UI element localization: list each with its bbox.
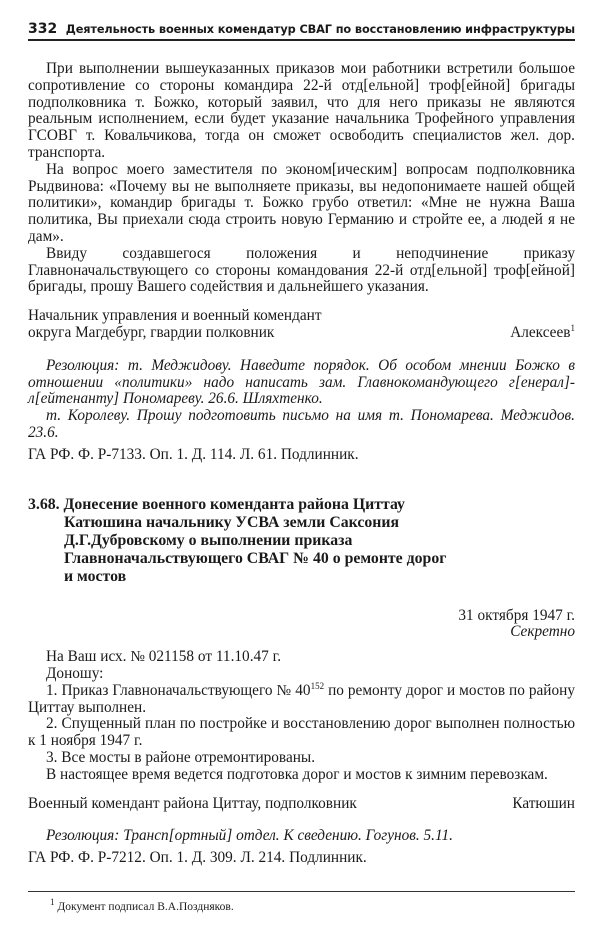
document-signature [28,796,575,813]
archive-reference: ГА РФ. Ф. Р-7133. Оп. 1. Д. 114. Л. 61. Подлинник. [28,445,359,463]
resolution-text: т. Королеву. Прошу подготовить письмо на имя т. Пономарева. Меджидов. 23.6. [28,407,575,441]
previous-signature [28,308,575,342]
item-2: 2. Спущенный план по постройке и восстановлению дорог выполнен полностью к 1 ноября 1947 г. [28,715,575,750]
report-intro: Доношу: [46,664,104,682]
paragraph: При выполнении вышеуказанных приказов мои работники встретили большое сопротивление со стороны командира 22-й отд[ельной] троф[ейной] бригады подполковника т. Божко, который заявил, что для него приказы не являются реальным исполнением, если будет указание начальника Трофейного управления ГСОВГ т. Ковальчикова, тогда он сможет освободить специалистов жел. дор. транспорта. [28,60,575,161]
document-heading [28,496,448,586]
signature-title-line2: округа Магдебург, гвардии полковник [28,323,275,341]
heading-text: 3.68. Донесение военного коменданта района Циттау Катюшина начальнику УСВА земли Саксония Д.Г.Дубровскому о выполнении приказа Главноначальствующего СВАГ № 40 о ремонте дорог и мостов [28,495,447,585]
item-1: 1. Приказ Главноначальствующего № $40^{152}$ по ремонту дорог и мостов по району Циттау выполнен. [28,680,575,716]
footnote [28,897,575,914]
footnote-divider [28,891,575,892]
running-header [28,19,575,41]
archive-reference: ГА РФ. Ф. Р-7212. Оп. 1. Д. 309. Л. 214. Подлинник. [28,849,367,867]
signature-title: Военный комендант района Циттау, подполковник [28,794,357,812]
running-title: Деятельность военных комендатур СВАГ по восстановлению инфраструктуры [65,23,575,36]
signature-title-line1: Начальник управления и военный комендант [28,307,322,325]
previous-document-body [28,61,575,296]
previous-resolution [28,358,575,442]
resolution-text: Резолюция: т. Меджидову. Наведите порядок. Об особом мнении Божко в отношении «политики» надо написать зам. Главнокомандующего г[енерал]-л[ейтенанту] Пономареву. 26.6. Шляхтенко. [28,356,575,408]
paragraph: Ввиду создавшегося положения и неподчинение приказу Главноначальствующего со стороны командования 22-й отд[ельной] троф[ейной] бригады, прошу Вашего содействия и дальнейшего указания. [28,244,575,296]
footnote-number: 1 [50,897,55,908]
reference-line: На Ваш исх. № 021158 от 11.10.47 г. [46,648,282,666]
signature-name: Катюшин [512,794,575,812]
document-resolution [28,828,575,845]
closing-paragraph: В настоящее время ведется подготовка дорог и мостов к зимним перевозкам. [46,765,548,783]
item-3: 3. Все мосты в районе отремонтированы. [46,748,316,766]
document-date: 31 октября 1947 г. [458,606,575,624]
endnote-mark[interactable]: 152 [310,680,325,691]
page-number: 332 [28,21,58,37]
footnote-mark[interactable]: 1 [570,322,575,333]
document-body [28,649,575,783]
paragraph: На вопрос моего заместителя по эконом[ическим] вопросам подполковника Рыдвинова: «Почему вы не выполняете приказы, вы недопонимаете нашей общей политики», командир бригады т. Божко грубо ответил: «Мне не нужна Ваша политика, Вы приехали сюда строить новую Германию и стройте ее, а людей я не дам». [28,160,575,245]
resolution-text: Резолюция: Трансп[ортный] отдел. К сведению. Гогунов. 5.11. [46,827,453,845]
classification: Секретно [510,623,575,641]
document-archive-ref [28,850,575,867]
signature-name: Алексеев$^1$ [510,322,575,341]
footnote-text: Документ подписал В.А.Поздняков. [57,900,234,913]
document-dateline [28,608,575,642]
previous-archive-ref [28,447,575,464]
